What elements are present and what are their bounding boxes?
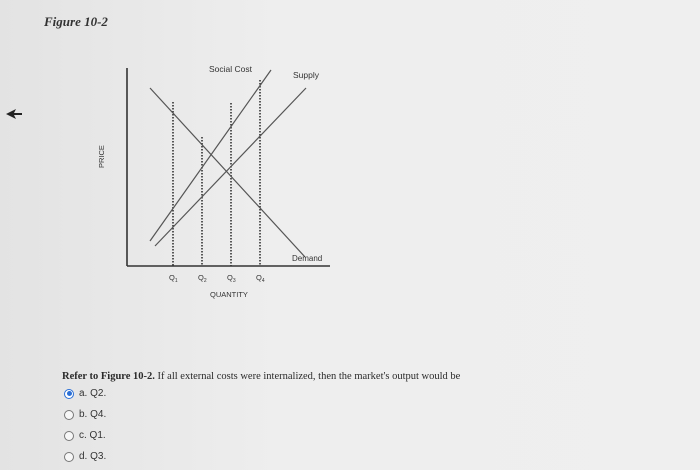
option-label: a. Q2. xyxy=(79,388,107,399)
demand-label: Demand xyxy=(292,254,323,263)
q4-tick-label: $Q_4$ xyxy=(256,273,265,284)
option-label: b. Q4. xyxy=(79,409,107,420)
option-a[interactable] xyxy=(64,383,106,404)
social-cost-curve xyxy=(150,70,271,241)
option-d[interactable] xyxy=(64,446,106,467)
radio-button[interactable] xyxy=(64,452,74,462)
social-cost-label: Social Cost xyxy=(209,64,252,74)
figure-title: Figure 10-2 xyxy=(44,14,108,29)
q3-tick-label: $Q_3$ xyxy=(227,273,236,284)
radio-button-selected[interactable] xyxy=(64,389,74,399)
x-axis-label: QUANTITY xyxy=(210,290,248,299)
option-label: c. Q1. xyxy=(79,430,106,441)
option-b[interactable] xyxy=(64,404,106,425)
option-c[interactable] xyxy=(64,425,106,446)
supply-label: Supply xyxy=(293,70,319,80)
radio-button[interactable] xyxy=(64,410,74,420)
y-axis-label: PRICE xyxy=(97,145,106,168)
question-reference: Refer to Figure 10-2. xyxy=(62,371,155,382)
question-body: If all external costs were internalized, then the market's output would be xyxy=(154,371,461,382)
supply-curve xyxy=(155,88,306,246)
question-text xyxy=(62,371,460,382)
q1-tick-label: $Q_1$ xyxy=(169,273,178,284)
q2-tick-label: $Q_2$ xyxy=(198,273,207,284)
option-label: d. Q3. xyxy=(79,451,107,462)
radio-button[interactable] xyxy=(64,431,74,441)
answer-options xyxy=(64,383,106,467)
